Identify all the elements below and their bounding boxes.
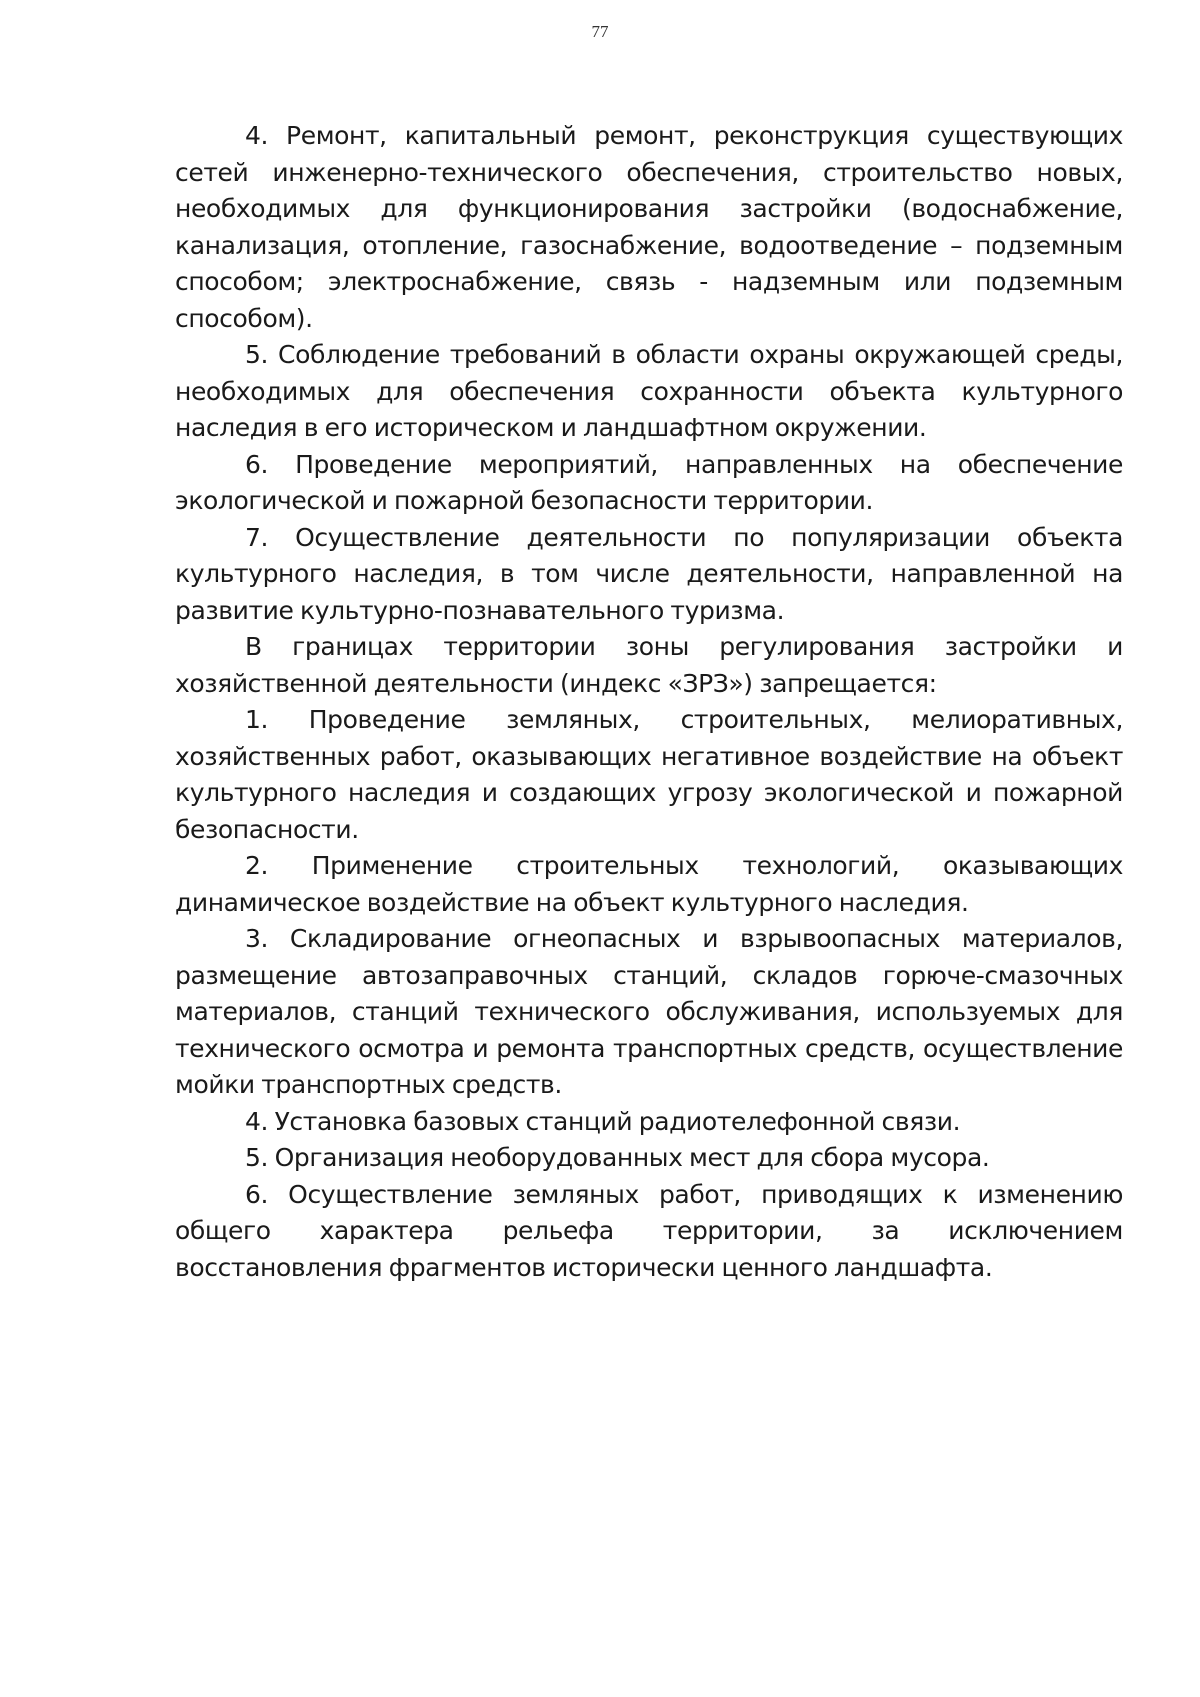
paragraph-allowed-5-environment: 5. Соблюдение требований в области охраны окружающей среды, необходимых для обеспечения сохранности объекта культурного наследия в его историческом и ландшафтном окружении.: [175, 340, 1123, 442]
paragraph-allowed-4-utilities: 4. Ремонт, капитальный ремонт, реконструкция существующих сетей инженерно-технического обеспечения, строительство новых, необходимых для функционирования застройки (водоснабжение, канализация, отопление, газоснабжение, водоотведение – подземным способом; электроснабжение, связь - надземным или подземным способом).: [175, 121, 1123, 333]
paragraph-allowed-7-popularization: 7. Осуществление деятельности по популяризации объекта культурного наследия, в том числе деятельности, направленной на развитие культурно-познавательного туризма.: [175, 522, 1123, 625]
paragraph-prohibited-3-storage: 3. Складирование огнеопасных и взрывоопасных материалов, размещение автозаправочных станций, складов горюче-смазочных материалов, станций технического обслуживания, используемых для технического осмотра и ремонта транспортных средств, осуществление мойки транспортных средств.: [175, 924, 1123, 1099]
paragraph-prohibited-1-works: 1. Проведение земляных, строительных, мелиоративных, хозяйственных работ, оказывающих негативное воздействие на объект культурного наследия и создающих угрозу экологической и пожарной безопасности.: [175, 705, 1123, 844]
document-body: [175, 118, 1123, 1286]
paragraph-prohibited-2-technologies: 2. Применение строительных технологий, оказывающих динамическое воздействие на объект культурного наследия.: [175, 851, 1123, 917]
page-number: 77: [591, 22, 609, 41]
paragraph-prohibited-5-garbage: 5. Организация необорудованных мест для сбора мусора.: [245, 1143, 990, 1172]
paragraph-allowed-6-safety: 6. Проведение мероприятий, направленных на обеспечение экологической и пожарной безопасности территории.: [175, 449, 1123, 515]
paragraph-prohibited-4-base-stations: 4. Установка базовых станций радиотелефонной связи.: [245, 1106, 961, 1136]
paragraph-prohibited-intro: В границах территории зоны регулирования застройки и хозяйственной деятельности (индекс «ЗРЗ») запрещается:: [175, 632, 1123, 698]
paragraph-prohibited-6-earthworks: 6. Осуществление земляных работ, приводящих к изменению общего характера рельефа территории, за исключением восстановления фрагментов исторически ценного ландшафта.: [175, 1179, 1123, 1282]
